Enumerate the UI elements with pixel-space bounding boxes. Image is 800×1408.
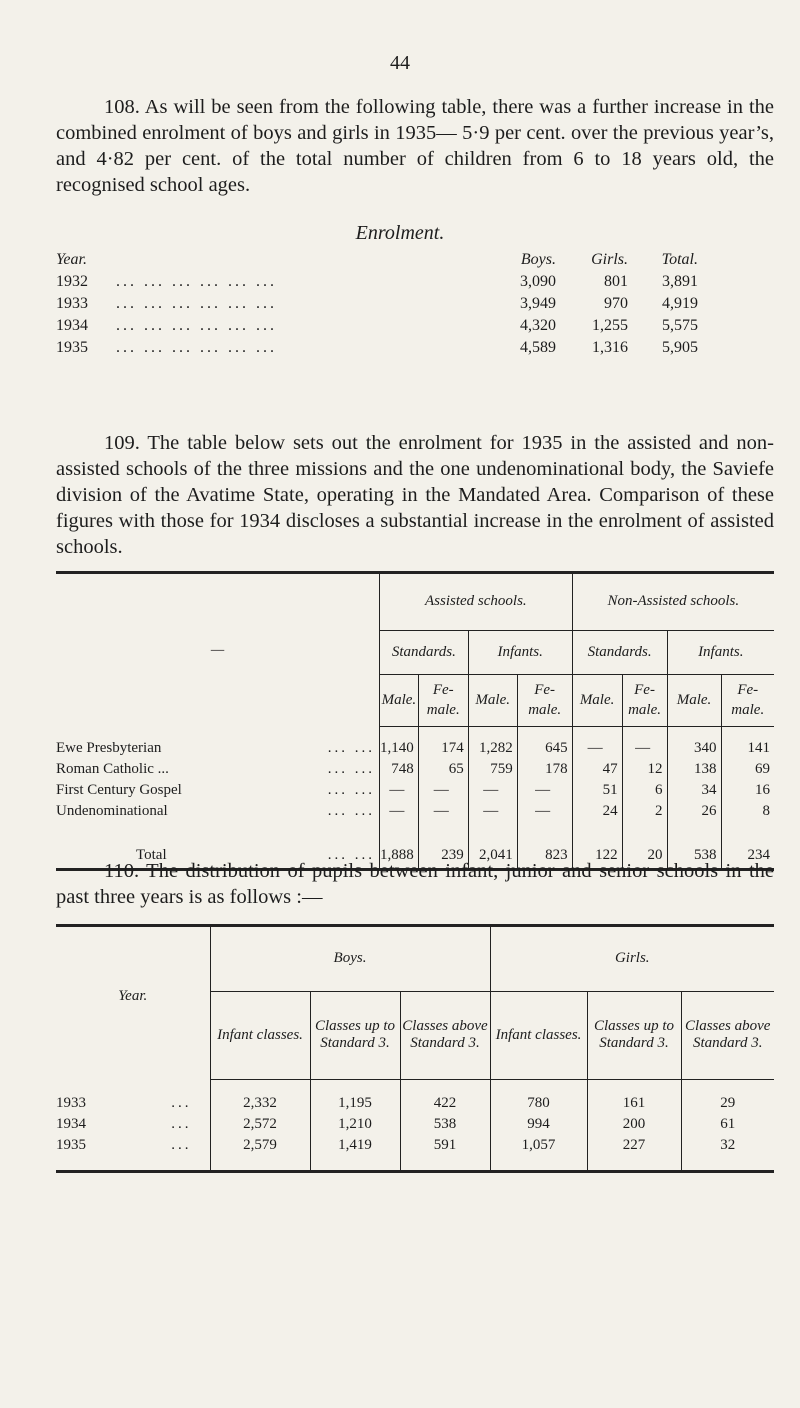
year-text: 1935 (56, 1137, 86, 1153)
value-cell: 61 (681, 1114, 774, 1135)
table-row (56, 1093, 774, 1114)
value-cell: 340 (667, 738, 721, 759)
value-cell: 538 (667, 822, 721, 868)
total-cell: 5,575 (662, 317, 698, 334)
spacer-cell (56, 1079, 210, 1093)
spacer-cell (622, 726, 667, 738)
year-cell (56, 1135, 210, 1156)
spacer-cell (681, 1156, 774, 1170)
table-row (56, 1135, 774, 1156)
value-cell: 2 (622, 801, 667, 822)
header-girls-up-to: Classes up to Standard 3. (587, 991, 681, 1079)
year-cell: 1933 (56, 295, 88, 312)
leader-dots: ... ... (327, 803, 376, 819)
value-cell: 34 (667, 780, 721, 801)
value-cell: 823 (517, 822, 572, 868)
page-number: 44 (390, 52, 410, 74)
value-cell: — (517, 801, 572, 822)
leader-dots: ... ... (327, 740, 376, 756)
table-row (56, 738, 774, 759)
value-cell: 2,332 (210, 1093, 310, 1114)
value-cell: 178 (517, 759, 572, 780)
value-cell: 645 (517, 738, 572, 759)
header-year: Year. (118, 987, 148, 1004)
distribution-table (56, 924, 774, 1173)
row-label-text: Total (136, 847, 167, 863)
enrolment-row (56, 317, 716, 339)
header-female: Fe- male. (517, 674, 572, 726)
value-cell: 591 (400, 1135, 490, 1156)
header-boys-up-to: Classes up to Standard 3. (310, 991, 400, 1079)
spacer-cell (310, 1079, 400, 1093)
enrolment-row (56, 295, 716, 317)
girls-cell: 1,255 (592, 317, 628, 334)
spacer-cell (400, 1079, 490, 1093)
paragraph-110: 110. The distribution of pupils between infant, junior and senior schools in the past three years is as follows :— (56, 860, 774, 908)
table-row (56, 1114, 774, 1135)
distribution-table-body (56, 1079, 774, 1170)
boys-cell: 3,090 (520, 273, 556, 290)
header-boys-infant: Infant classes. (210, 991, 310, 1079)
header-girls-above: Classes above Standard 3. (681, 991, 774, 1079)
boys-cell: 4,320 (520, 317, 556, 334)
spacer-row (56, 726, 774, 738)
value-cell: 227 (587, 1135, 681, 1156)
row-label (56, 738, 380, 759)
value-cell: 538 (400, 1114, 490, 1135)
value-cell: 174 (418, 738, 468, 759)
year-cell (56, 1114, 210, 1135)
leader-dots: ... ... ... ... ... ... (116, 273, 277, 290)
header-female: Fe- male. (622, 674, 667, 726)
value-cell: — (418, 801, 468, 822)
header-female: Fe- male. (418, 674, 468, 726)
spacer-cell (490, 1156, 587, 1170)
header-non-assisted-infants: Infants. (667, 630, 774, 674)
spacer-cell (310, 1156, 400, 1170)
year-cell: 1932 (56, 273, 88, 290)
spacer-cell (210, 1156, 310, 1170)
value-cell: — (418, 780, 468, 801)
leader-dots: ... ... (327, 782, 376, 798)
header-female: Fe- male. (721, 674, 774, 726)
schools-enrolment-table (56, 571, 774, 871)
header-assisted-infants: Infants. (468, 630, 572, 674)
row-label (56, 759, 380, 780)
header-male: Male. (572, 674, 622, 726)
value-cell: 141 (721, 738, 774, 759)
value-cell: 6 (622, 780, 667, 801)
spacer-cell (721, 726, 774, 738)
year-cell (56, 1093, 210, 1114)
table-row (56, 759, 774, 780)
spacer-cell (681, 1079, 774, 1093)
leader-dots: ... (171, 1137, 192, 1153)
leader-dots: ... (171, 1095, 192, 1111)
header-non-assisted: Non-Assisted schools. (572, 574, 774, 630)
value-cell: 759 (468, 759, 517, 780)
value-cell: — (622, 738, 667, 759)
value-cell: 1,140 (380, 738, 419, 759)
value-cell: 748 (380, 759, 419, 780)
value-cell: — (380, 801, 419, 822)
girls-cell: 1,316 (592, 339, 628, 356)
value-cell: 1,888 (380, 822, 419, 868)
enrolment-title: Enrolment. (355, 222, 445, 244)
value-cell: — (517, 780, 572, 801)
value-cell: 161 (587, 1093, 681, 1114)
value-cell: 239 (418, 822, 468, 868)
value-cell: 234 (721, 822, 774, 868)
boys-cell: 3,949 (520, 295, 556, 312)
header-non-assisted-standards: Standards. (572, 630, 667, 674)
leader-dots: ... ... ... ... ... ... (116, 317, 277, 334)
row-label (56, 780, 380, 801)
value-cell: 780 (490, 1093, 587, 1114)
value-cell: 1,057 (490, 1135, 587, 1156)
year-cell: 1934 (56, 317, 88, 334)
value-cell: 26 (667, 801, 721, 822)
spacer-cell (667, 726, 721, 738)
leader-dots: ... ... ... ... ... ... (116, 339, 277, 356)
leader-dots: ... ... (327, 847, 376, 863)
spacer-row (56, 1156, 774, 1170)
header-male: Male. (380, 674, 419, 726)
spacer-cell (56, 726, 380, 738)
value-cell: 1,282 (468, 738, 517, 759)
leader-dots: ... ... (327, 761, 376, 777)
spacer-cell (380, 726, 419, 738)
spacer-cell (572, 726, 622, 738)
header-boys: Boys. (210, 927, 490, 991)
row-label-text: First Century Gospel (56, 782, 182, 798)
value-cell: 1,195 (310, 1093, 400, 1114)
table-row (56, 801, 774, 822)
value-cell: 200 (587, 1114, 681, 1135)
value-cell: 422 (400, 1093, 490, 1114)
enrolment-row (56, 339, 716, 361)
enrolment-row (56, 273, 716, 295)
boys-cell: 4,589 (520, 339, 556, 356)
value-cell: — (380, 780, 419, 801)
paragraph-108: 108. As will be seen from the following table, there was a further increase in the combined enrolment of boys and girls in 1935— 5·9 per cent. over the previous year’s, and 4·82 per cent. of the total number of children from 6 to 18 years old, the recognised school ages. (56, 96, 774, 196)
header-assisted-standards: Standards. (380, 630, 469, 674)
spacer-cell (400, 1156, 490, 1170)
enrolment-table (56, 251, 716, 361)
value-cell: 12 (622, 759, 667, 780)
header-boys-above: Classes above Standard 3. (400, 991, 490, 1079)
header-male: Male. (468, 674, 517, 726)
value-cell: 138 (667, 759, 721, 780)
value-cell: 1,419 (310, 1135, 400, 1156)
row-label-text: Roman Catholic ... (56, 761, 169, 777)
corner-cell: — (210, 641, 225, 658)
leader-dots: ... (171, 1116, 192, 1132)
spacer-cell (418, 726, 468, 738)
value-cell: 69 (721, 759, 774, 780)
value-cell: 994 (490, 1114, 587, 1135)
header-male: Male. (667, 674, 721, 726)
girls-cell: 801 (604, 273, 628, 290)
header-assisted: Assisted schools. (380, 574, 573, 630)
value-cell: 2,579 (210, 1135, 310, 1156)
spacer-cell (468, 726, 517, 738)
value-cell: 51 (572, 780, 622, 801)
value-cell: 8 (721, 801, 774, 822)
value-cell: 122 (572, 822, 622, 868)
spacer-cell (490, 1079, 587, 1093)
header-girls-infant: Infant classes. (490, 991, 587, 1079)
header-year: Year. (56, 251, 87, 268)
spacer-row (56, 1079, 774, 1093)
row-label-text: Ewe Presbyterian (56, 740, 162, 756)
value-cell: — (468, 780, 517, 801)
row-label (56, 801, 380, 822)
value-cell: 1,210 (310, 1114, 400, 1135)
value-cell: 16 (721, 780, 774, 801)
total-cell: 4,919 (662, 295, 698, 312)
value-cell: 65 (418, 759, 468, 780)
spacer-cell (210, 1079, 310, 1093)
year-cell: 1935 (56, 339, 88, 356)
value-cell: 20 (622, 822, 667, 868)
header-boys: Boys. (520, 251, 556, 268)
table-row (56, 780, 774, 801)
total-cell: 5,905 (662, 339, 698, 356)
girls-cell: 970 (604, 295, 628, 312)
schools-table-body (56, 726, 774, 868)
spacer-cell (517, 726, 572, 738)
row-label-text: Undenominational (56, 803, 168, 819)
paragraph-109: 109. The table below sets out the enrolment for 1935 in the assisted and non-assisted schools of the three missions and the one undenominational body, the Saviefe division of the Avatime State, operating in the Mandated Area. Comparison of these figures with those for 1934 discloses a substantial increase in the enrolment of assisted schools. (56, 432, 774, 558)
total-cell: 3,891 (662, 273, 698, 290)
value-cell: 29 (681, 1093, 774, 1114)
value-cell: 2,041 (468, 822, 517, 868)
year-text: 1934 (56, 1116, 86, 1132)
value-cell: 2,572 (210, 1114, 310, 1135)
spacer-cell (587, 1079, 681, 1093)
enrolment-header-row (56, 251, 716, 273)
value-cell: 24 (572, 801, 622, 822)
enrolment-rows (56, 273, 716, 361)
spacer-cell (56, 1156, 210, 1170)
header-girls: Girls. (591, 251, 628, 268)
value-cell: — (572, 738, 622, 759)
year-text: 1933 (56, 1095, 86, 1111)
spacer-cell (587, 1156, 681, 1170)
header-total: Total. (661, 251, 698, 268)
leader-dots: ... ... ... ... ... ... (116, 295, 277, 312)
value-cell: 47 (572, 759, 622, 780)
value-cell: 32 (681, 1135, 774, 1156)
header-girls: Girls. (490, 927, 774, 991)
value-cell: — (468, 801, 517, 822)
